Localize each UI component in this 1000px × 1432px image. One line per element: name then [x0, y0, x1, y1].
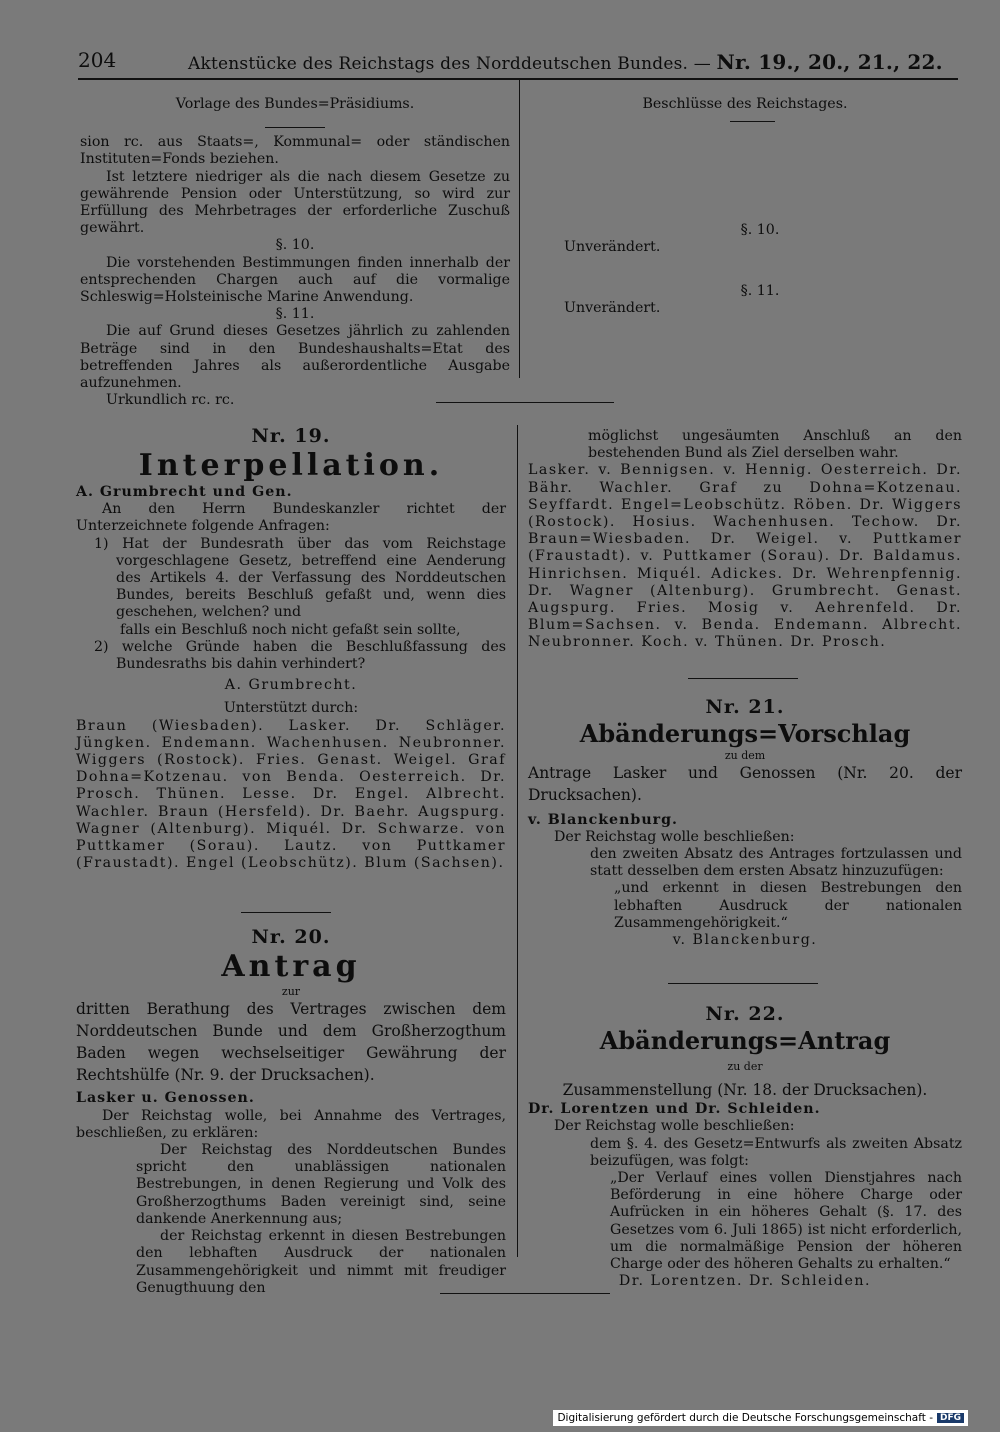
- section-separator: [436, 402, 614, 403]
- question-1: 1) Hat der Bundesrath über das vom Reichstage vorgeschlagene Gesetz, betreffend eine Aenderung des Artikels 4. der Verfassung des Norddeutschen Bundes, bereits Beschluß gefaßt und, wenn dies geschehen, welchen? und: [94, 535, 506, 621]
- column-divider-bottom: [517, 425, 518, 1257]
- header-rule: [78, 78, 958, 80]
- nr20-author: Lasker u. Genossen.: [76, 1090, 255, 1107]
- section-separator: [688, 678, 798, 679]
- credit-text: Digitalisierung gefördert durch die Deutsche Forschungsgemeinschaft -: [557, 1412, 933, 1424]
- nr21-subtitle: Antrage Lasker und Genossen (Nr. 20. der Drucksachen).: [528, 763, 962, 804]
- paragraph: Die auf Grund dieses Gesetzes jährlich zu zahlenden Beträge sind in den Bundeshaushalts=Etat des betreffenden Jahres als außerordentliche Ausgabe aufzunehmen.: [80, 323, 510, 392]
- page-number: 204: [78, 48, 117, 72]
- vorlage-heading: Vorlage des Bundes=Präsidiums.: [175, 96, 415, 112]
- paragraph: Die vorstehenden Bestimmungen finden innerhalb der entsprechenden Chargen auch auf die vormalige Schleswig=Holsteinische Marine Anwendung.: [80, 254, 510, 306]
- paragraph: An den Herrn Bundeskanzler richtet der Unterzeichnete folgende Anfragen:: [76, 501, 506, 535]
- paragraph: Der Reichstag des Norddeutschen Bundes spricht den unablässigen nationalen Bestrebungen, in denen Regierung und Volk des Großherzogthums Baden vereinigt sind, seine dankende Anerkennung aus;: [136, 1142, 506, 1227]
- paragraph: falls ein Beschluß noch nicht gefaßt sein sollte,: [120, 621, 461, 638]
- digitization-credit: [553, 1410, 968, 1426]
- nr21-number: Nr. 21.: [705, 695, 785, 718]
- nr21-zu: zu dem: [724, 748, 766, 762]
- nr22-zu: zu der: [727, 1060, 763, 1074]
- nr22-title: Abänderungs=Antrag: [599, 1026, 891, 1056]
- paragraph: Ist letztere niedriger als die nach diesem Gesetze zu gewährende Pension oder Unterstützung, so wird zur Erfüllung des Mehrbetrages der erforderliche Zuschuß gewährt.: [80, 168, 510, 237]
- nr20-subtitle: dritten Berathung des Vertrages zwischen dem Norddeutschen Bunde und dem Großherzogthum Baden wegen wechselseitiger Gewährung der Rechtshülfe (Nr. 9. der Drucksachen).: [76, 1000, 506, 1085]
- paragraph: den zweiten Absatz des Antrages fortzulassen und statt desselben dem ersten Absatz hinzuzufügen:: [590, 846, 962, 880]
- lower-left-column: [76, 424, 506, 1297]
- signature: Dr. Lorentzen. Dr. Schleiden.: [618, 1273, 872, 1290]
- nr20-zur: zur: [281, 985, 301, 999]
- nr21-author: v. Blanckenburg.: [528, 811, 678, 828]
- quoted-addition: „und erkennt in diesen Bestrebungen den lebhaften Ausdruck der nationalen Zusammengehörigkeit.“: [614, 880, 962, 931]
- top-left-column: [80, 96, 510, 409]
- beschluesse-heading: Beschlüsse des Reichstages.: [642, 96, 848, 112]
- heading-dash: [730, 121, 775, 122]
- supporters-list: Braun (Wiesbaden). Lasker. Dr. Schläger. Jüngken. Endemann. Wachenhusen. Neubronner. Wiggers (Rostock). Fries. Genast. Weigel. Graf Dohna=Kotzenau. von Benda. Oesterreich. Dr. Prosch. Thünen. Lesse. Dr. Engel. Albrecht. Wachler. Braun (Hersfeld). Dr. Baehr. Augspurg. Wagner (Altenburg). Miquél. Dr. Schwarze. von Puttkamer (Sorau). Lautz. von Puttkamer (Fraustadt). Engel (Leobschütz). Blum (Sachsen).: [76, 717, 506, 872]
- paragraph: dem §. 4. des Gesetz=Entwurfs als zweiten Absatz beizufügen, was folgt:: [590, 1135, 962, 1169]
- nr21-title: Abänderungs=Vorschlag: [579, 718, 911, 748]
- nr20-title: Antrag: [221, 949, 361, 985]
- nr19-number: Nr. 19.: [251, 425, 331, 447]
- paragraph: Urkundlich rc. rc.: [106, 392, 235, 409]
- nr19-author: A. Grumbrecht und Gen.: [76, 484, 293, 500]
- document-numbers: Nr. 19., 20., 21., 22.: [716, 50, 943, 74]
- question-2: 2) welche Gründe haben die Beschlußfassung des Bundesraths bis dahin verhindert?: [94, 638, 506, 673]
- paragraph: Der Reichstag wolle beschließen:: [554, 1118, 795, 1135]
- nr22-subtitle: Zusammenstellung (Nr. 18. der Drucksachen).: [562, 1081, 928, 1100]
- signature: v. Blanckenburg.: [672, 932, 818, 949]
- nr20-continuation: möglichst ungesäumten Anschluß an den bestehenden Bund als Ziel derselben wahr.: [588, 428, 962, 462]
- paragraph: der Reichstag erkennt in diesen Bestrebungen den lebhaften Ausdruck der nationalen Zusammengehörigkeit und nimmt mit freudiger Genugthuung den: [136, 1228, 506, 1296]
- section-label: §. 11.: [275, 306, 315, 323]
- section-separator: [668, 983, 818, 984]
- unchanged-note: Unverändert.: [564, 299, 661, 316]
- top-right-column: [530, 96, 960, 317]
- section-label: §. 10.: [275, 237, 315, 254]
- nr22-number: Nr. 22.: [705, 1003, 785, 1026]
- supported-label: Unterstützt durch:: [223, 700, 359, 717]
- section-separator: [241, 912, 331, 913]
- paragraph: Der Reichstag wolle beschließen:: [554, 828, 795, 845]
- dfg-logo: DFG: [937, 1413, 964, 1423]
- column-divider-top: [519, 80, 520, 378]
- page-end-separator: [440, 1293, 610, 1294]
- quoted-addition: „Der Verlauf eines vollen Dienstjahres nach Beförderung in eine höhere Charge oder Aufrücken in ein höheres Gehalt (§. 17. des Gesetzes vom 6. Juli 1865) ist nicht erforderlich, um die normalmäßige Pension der höheren Charge oder des höheren Gehalts zu erhalten.“: [610, 1170, 962, 1273]
- unchanged-note: Unverändert.: [564, 239, 661, 256]
- paragraph: sion rc. aus Staats=, Kommunal= oder ständischen Instituten=Fonds beziehen.: [80, 134, 510, 168]
- section-label: §. 10.: [740, 222, 780, 239]
- nr20-signatories: Lasker. v. Bennigsen. v. Hennig. Oesterreich. Dr. Bähr. Wachler. Graf zu Dohna=Kotzenau. Seyffardt. Engel=Leobschütz. Röben. Dr. Wiggers (Rostock). Hosius. Wachenhusen. Techow. Dr. Braun=Wiesbaden. Dr. Weigel. v. Puttkamer (Fraustadt). v. Puttkamer (Sorau). Dr. Baldamus. Hinrichsen. Miquél. Adickes. Dr. Wehrenpfennig. Dr. Wagner (Altenburg). Grumbrecht. Genast. Augspurg. Fries. Mosig v. Aehrenfeld. Dr. Blum=Sachsen. v. Benda. Endemann. Albrecht. Neubronner. Koch. v. Thünen. Dr. Prosch.: [528, 462, 962, 651]
- paragraph: Der Reichstag wolle, bei Annahme des Vertrages, beschließen, zu erklären:: [76, 1107, 506, 1141]
- lower-right-column: [528, 428, 962, 1291]
- nr20-number: Nr. 20.: [251, 926, 331, 949]
- nr19-title: Interpellation.: [138, 448, 444, 483]
- signature: A. Grumbrecht.: [224, 677, 358, 694]
- running-title-text: Aktenstücke des Reichstags des Norddeutschen Bundes. —: [188, 54, 711, 74]
- section-label: §. 11.: [740, 282, 780, 299]
- heading-dash: [265, 127, 325, 128]
- page-header: [78, 48, 958, 76]
- running-title: [188, 50, 943, 74]
- nr22-author: Dr. Lorentzen und Dr. Schleiden.: [528, 1101, 821, 1118]
